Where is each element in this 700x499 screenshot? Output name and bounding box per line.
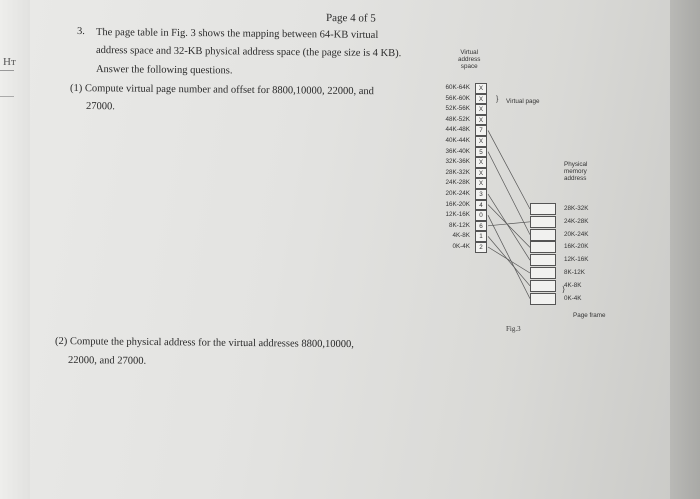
page-table-entry: 0 <box>475 210 487 221</box>
physical-range-label: 0K-4K <box>564 294 582 302</box>
virtual-brace-icon: } <box>496 96 499 103</box>
page-shadow <box>670 0 700 499</box>
physical-frame <box>530 203 556 215</box>
page-table-entry: 4 <box>475 200 487 211</box>
page-table-entry: 6 <box>475 221 487 232</box>
virtual-range-label: 40K-44K <box>445 137 470 144</box>
physical-range-label: 4K-8K <box>564 281 582 289</box>
physical-frame <box>530 254 556 266</box>
figure-caption: Fig.3 <box>506 325 521 333</box>
physical-frame <box>530 216 556 228</box>
virtual-range-label: 16K-20K <box>445 200 470 208</box>
virtual-range-label: 56K-60K <box>445 94 470 102</box>
page-table-entry: 2 <box>475 242 487 253</box>
page-table-entry: X <box>475 157 487 168</box>
part1-line-2: 27000. <box>85 101 115 113</box>
page-table-entry: 3 <box>475 189 487 200</box>
physical-range-label: 20K-24K <box>564 230 589 238</box>
page-frame-label: Page frame <box>573 312 606 319</box>
virtual-range-label: 32K-36K <box>445 158 470 166</box>
mapping-line <box>488 222 530 226</box>
virtual-range-label: 36K-40K <box>445 147 470 155</box>
page-table-figure <box>418 50 628 340</box>
physical-range-label: 16K-20K <box>564 243 589 251</box>
physical-frame <box>530 241 556 253</box>
page-table-entry: X <box>475 83 487 94</box>
physical-frame <box>530 293 556 305</box>
physical-range-label: 8K-12K <box>564 269 586 276</box>
margin-rule <box>0 70 14 71</box>
virtual-space-label: Virtual address space <box>458 49 481 70</box>
question-line-2: address space and 32-KB physical address space (the page size is 4 KB). <box>95 45 402 60</box>
virtual-range-label: 0K-4K <box>452 243 470 250</box>
virtual-range-label: 60K-64K <box>445 84 470 91</box>
mapping-line <box>488 130 530 209</box>
physical-frame <box>530 267 556 279</box>
physical-range-label: 12K-16K <box>564 256 589 264</box>
part2-line-1: (2) Compute the physical address for the virtual addresses 8800,10000, <box>54 336 354 351</box>
physical-range-label: 24K-28K <box>564 217 589 225</box>
physical-frame <box>530 280 556 292</box>
physical-range-label: 28K-32K <box>564 205 589 212</box>
margin-rule <box>0 96 14 97</box>
virtual-range-label: 48K-52K <box>445 115 470 123</box>
physical-frame <box>530 229 556 241</box>
page-table-entry: X <box>475 104 487 115</box>
page-header: Page 4 of 5 <box>325 12 376 25</box>
page-table-entry: 5 <box>475 147 487 158</box>
virtual-range-label: 12K-16K <box>445 211 470 219</box>
mapping-line <box>488 205 530 248</box>
question-line-1: The page table in Fig. 3 shows the mapping between 64-KB virtual <box>95 27 379 41</box>
virtual-range-label: 8K-12K <box>448 221 470 229</box>
frame-brace-icon: ⟩ <box>562 285 566 294</box>
page-table-entry: 1 <box>475 231 487 242</box>
page-table-entry: X <box>475 178 487 189</box>
page-table-entry: X <box>475 136 487 147</box>
margin-mark: Hт <box>3 56 16 68</box>
physical-memory-label: Physical memory address <box>564 161 588 182</box>
adjacent-page-edge <box>0 0 30 499</box>
question-number: 3. <box>76 26 85 38</box>
virtual-range-label: 52K-56K <box>445 105 470 113</box>
virtual-page-label: Virtual page <box>506 98 540 105</box>
virtual-range-label: 44K-48K <box>445 126 470 134</box>
page-table-entry: X <box>475 168 487 179</box>
virtual-range-label: 20K-24K <box>445 190 470 197</box>
mapping-line <box>488 236 530 285</box>
part2-line-2: 22000, and 27000. <box>67 355 147 367</box>
page-table-entry: X <box>475 115 487 126</box>
part1-line-1: (1) Compute virtual page number and offset for 8800,10000, 22000, and <box>69 83 374 98</box>
question-line-3: Answer the following questions. <box>95 64 233 77</box>
virtual-range-label: 28K-32K <box>445 168 470 176</box>
virtual-range-label: 4K-8K <box>452 232 470 240</box>
page-table-entry: X <box>475 94 487 105</box>
virtual-range-label: 24K-28K <box>445 179 470 187</box>
page-table-entry: 7 <box>475 125 487 136</box>
